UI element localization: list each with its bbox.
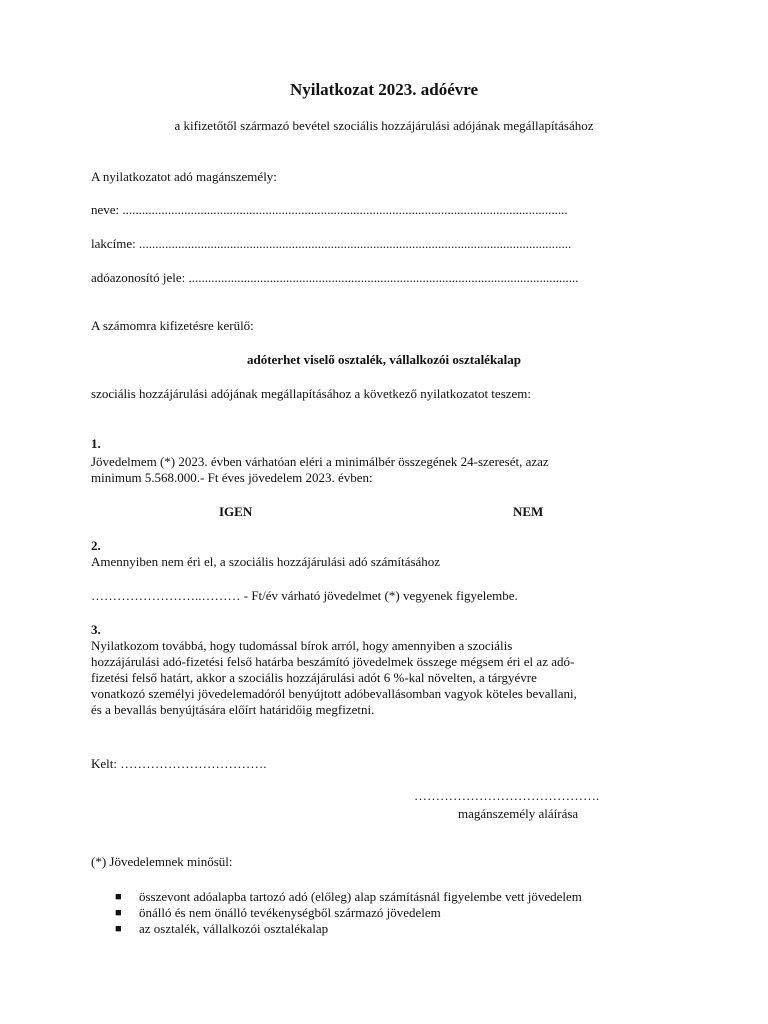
section3-line: és a bevallás benyújtására előírt határidőig megfizetni. [91,702,375,717]
list-item-text: összevont adóalapba tartozó adó (előleg) alap számításnál figyelembe vett jövedelem [139,889,582,904]
section2-amount-line: ……………………..……… - Ft/év várható jövedelmet (*) vegyenek figyelembe. [91,588,518,603]
signature-label: magánszemély aláírása [458,806,579,821]
footnote-heading: (*) Jövedelemnek minősül: [91,854,233,869]
section1-number: 1. [91,436,101,451]
address-field-line: lakcíme: ..................................................................................................................................... [91,236,572,251]
signature-dots: ……………………………………. [414,788,600,803]
tax-id-field-line: adóazonosító jele: ........................................................................................................................ [91,270,579,285]
declarant-heading: A nyilatkozatot adó magánszemély: [91,169,277,184]
list-item [91,921,582,937]
section3-line: Nyilatkozom továbbá, hogy tudomással bírok arról, hogy amennyiben a szociális [91,638,513,653]
section3-number: 3. [91,622,101,637]
yes-option: IGEN [219,504,253,519]
section3-line: hozzájárulási adó-fizetési felső határba beszámító jövedelmek összege mégsem éri el az adó- [91,654,575,669]
bullet-icon: ■ [115,923,122,935]
page-subtitle: a kifizetőtől származó bevétel szociális hozzájárulási adójának megállapításához [174,118,594,133]
list-item-text: az osztalék, vállalkozói osztalékalap [139,921,329,936]
list-item [91,905,582,921]
section1-line2: minimum 5.568.000.- Ft éves jövedelem 2023. évben: [91,470,373,485]
page-title: Nyilatkozat 2023. adóévre [289,80,479,99]
list-item [91,889,582,905]
section2-line1: Amennyiben nem éri el, a szociális hozzájárulási adó számításához [91,554,441,569]
date-line: Kelt: ……………………………. [91,756,267,771]
section3-line: fizetési felső határt, akkor a szociális hozzájárulási adót 6 %-kal növelten, a tárgyévre [91,670,537,685]
payment-statement: szociális hozzájárulási adójának megállapításához a következő nyilatkozatot teszem: [91,386,532,401]
footnote-list [91,889,582,937]
section1-line1: Jövedelmem (*) 2023. évben várhatóan eléri a minimálbér összegének 24-szeresét, azaz [91,454,549,469]
bullet-icon: ■ [115,891,122,903]
section3-line: vonatkozó személyi jövedelemadóról benyújtott adóbevallásomban vagyok köteles bevallani, [91,686,577,701]
bullet-icon: ■ [115,907,122,919]
no-option: NEM [513,504,544,519]
section2-number: 2. [91,538,101,553]
payment-intro: A számomra kifizetésre kerülő: [91,318,254,333]
payment-item: adóterhet viselő osztalék, vállalkozói osztalékalap [246,352,522,367]
list-item-text: önálló és nem önálló tevékenységből származó jövedelem [139,905,441,920]
name-field-line: neve: ......................................................................................................................................... [91,202,568,217]
